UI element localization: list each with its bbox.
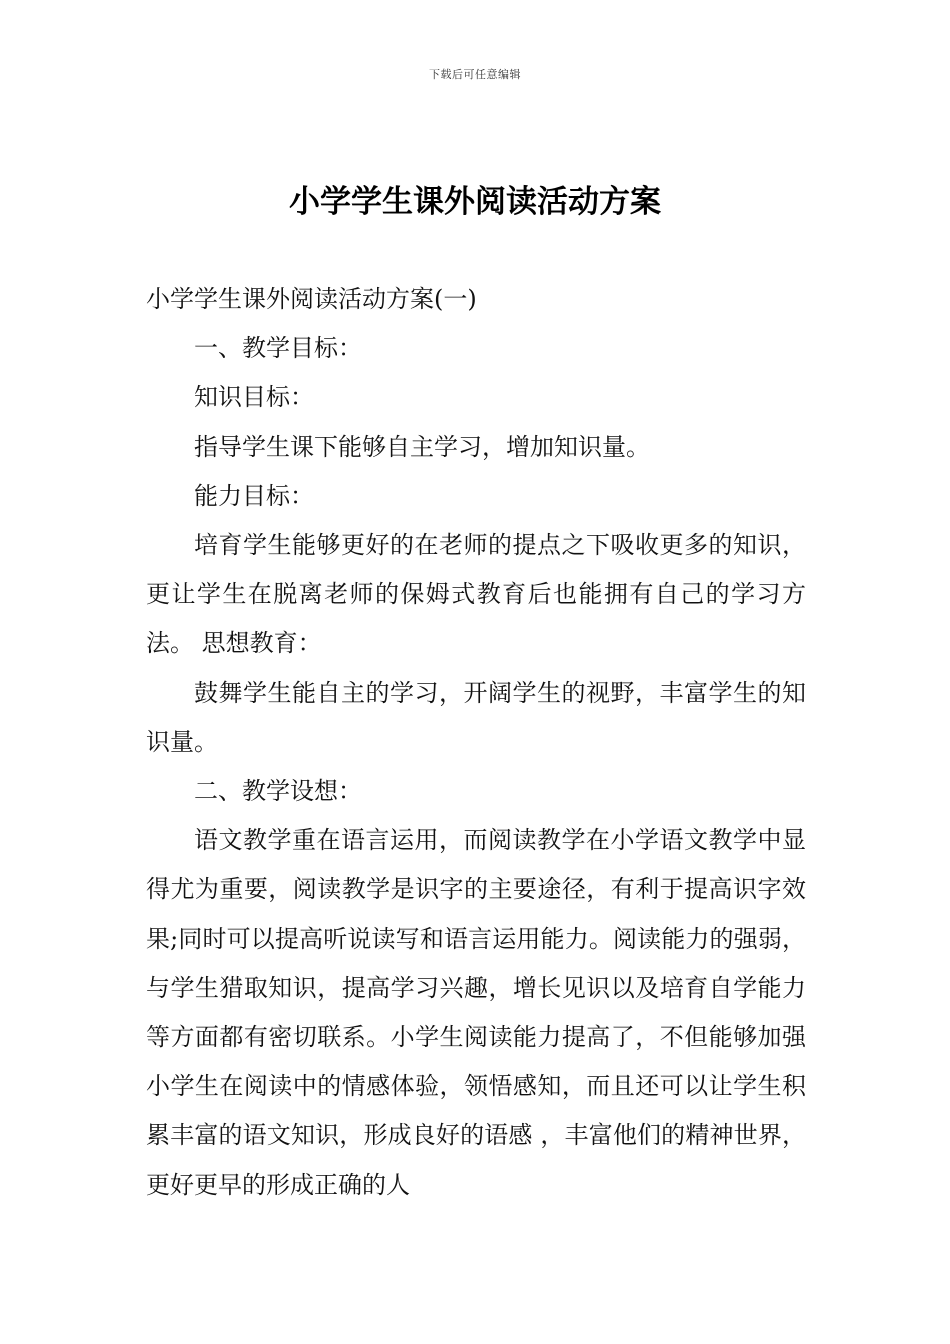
- knowledge-goal-heading: 知识目标：: [194, 383, 314, 412]
- page-header-note: 下载后可任意编辑: [429, 68, 521, 81]
- knowledge-goal-paragraph: 指导学生课下能够自主学习，增加知识量。: [194, 432, 650, 461]
- teaching-idea-paragraph: 语文教学重在语言运用，而阅读教学在小学语文教学中显得尤为重要，阅读教学是识字的主要途径，有利于提高识字效果;同时可以提高听说读写和语言运用能力。阅读能力的强弱，与学生猎取知识，提高学习兴趣，增长见识以及培育自学能力等方面都有密切联系。小学生阅读能力提高了，不但能够加强小学生在阅读中的情感体验，领悟感知，而且还可以让学生积累丰富的语文知识，形成良好的语感 ，丰富他们的精神世界，更好更早的形成正确的人: [146, 826, 806, 1199]
- document-body: [146, 275, 806, 1210]
- ability-goal-heading: 能力目标：: [194, 481, 314, 510]
- section-heading-teaching-goals: 一、教学目标：: [194, 334, 362, 363]
- subtitle: 小学学生课外阅读活动方案(一): [146, 285, 477, 313]
- ability-goal-paragraph: 培育学生能够更好的在老师的提点之下吸收更多的知识，更让学生在脱离老师的保姆式教育后也能拥有自己的学习方法。 思想教育：: [146, 531, 806, 658]
- document-title: 小学学生课外阅读活动方案: [289, 184, 661, 220]
- thought-education-paragraph: 鼓舞学生能自主的学习，开阔学生的视野，丰富学生的知识量。: [146, 678, 806, 756]
- section-heading-teaching-ideas: 二、教学设想：: [194, 777, 362, 806]
